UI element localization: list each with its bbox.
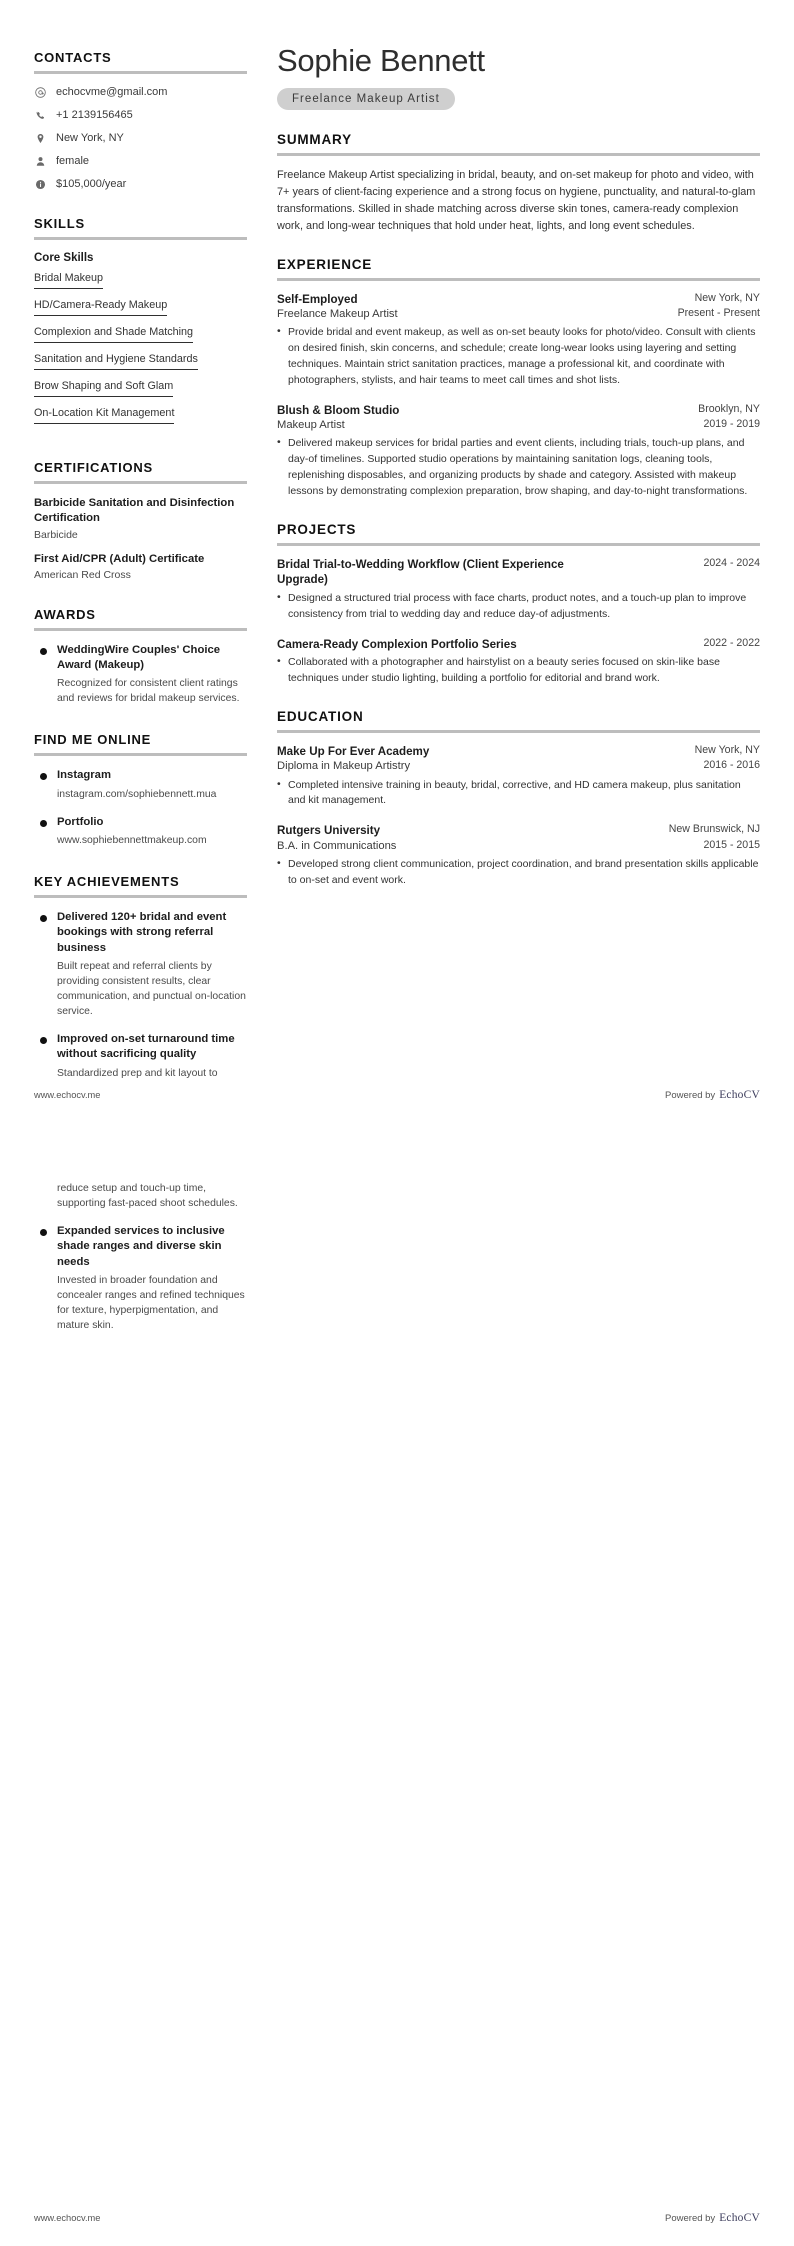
experience-bullet: • Provide bridal and event makeup, as well as on-set beauty looks for photo/video. Consult with clients on desired finish, skin concerns, and schedule; create long-wear looks using layering and setting techniques. Maintain strict sanitation practices, manage a professional kit, and coordinate with photographers, stylists, and hair teams to meet call times and shot lists.	[277, 325, 760, 389]
experience-bullets	[277, 436, 760, 500]
project-name: Bridal Trial-to-Wedding Workflow (Client Experience Upgrade)	[277, 557, 564, 587]
footer-branding	[665, 2212, 760, 2224]
contact-gender[interactable]	[34, 155, 247, 167]
section-divider	[277, 153, 760, 156]
certification-item	[34, 496, 247, 541]
certifications-heading: CERTIFICATIONS	[34, 460, 154, 475]
bullet-dot-icon	[40, 1229, 47, 1236]
education-section	[277, 709, 760, 888]
certification-item	[34, 552, 247, 581]
key-achievements-heading: KEY ACHIEVEMENTS	[34, 874, 180, 890]
contact-location[interactable]	[34, 132, 247, 144]
certifications-section	[34, 460, 247, 581]
achievement-description: Built repeat and referral clients by providing consistent results, clear communication, and punctual on-location service.	[57, 960, 246, 1018]
experience-bullets	[277, 325, 760, 389]
experience-role: Freelance Makeup Artist	[277, 307, 398, 320]
education-location: New York, NY	[694, 744, 760, 757]
contacts-heading: CONTACTS	[34, 50, 112, 65]
achievement-description: Invested in broader foundation and concealer ranges and refined techniques for texture, hyperpigmentation, and mature skin.	[57, 1274, 245, 1332]
skills-list	[34, 272, 247, 434]
achievement-title: Improved on-set turnaround time without sacrificing quality	[57, 1033, 235, 1061]
skill-item: Sanitation and Hygiene Standards	[34, 353, 198, 370]
main-content-continued	[269, 1181, 760, 2246]
summary-heading: SUMMARY	[277, 132, 352, 148]
online-profile-url[interactable]: www.sophiebennettmakeup.com	[57, 834, 207, 846]
experience-entry	[277, 292, 760, 389]
footer-powered-by-label: Powered by	[665, 1090, 716, 1101]
projects-section	[277, 522, 760, 688]
certification-org: Barbicide	[34, 528, 78, 541]
section-divider	[277, 278, 760, 281]
footer-brand-name: EchoCV	[719, 2212, 760, 2224]
project-dates: 2022 - 2022	[703, 636, 760, 649]
education-location: New Brunswick, NJ	[668, 823, 760, 836]
footer-website[interactable]: www.echocv.me	[34, 1090, 101, 1100]
footer-powered-by-label: Powered by	[665, 2213, 716, 2224]
experience-role: Makeup Artist	[277, 418, 345, 431]
achievement-item-continued	[34, 1181, 247, 1211]
section-divider	[34, 753, 247, 756]
awards-heading: AWARDS	[34, 606, 96, 622]
education-bullet: • Developed strong client communication, project coordination, and brand presentation skills applicable to on-set and event work.	[277, 857, 760, 889]
contact-salary[interactable]	[34, 178, 247, 190]
certification-name: First Aid/CPR (Adult) Certificate	[34, 552, 205, 565]
page-footer	[34, 2212, 760, 2224]
education-degree: B.A. in Communications	[277, 839, 397, 852]
project-dates: 2024 - 2024	[703, 556, 760, 569]
find-me-online-heading: FIND ME ONLINE	[34, 732, 152, 748]
online-profile-title: Portfolio	[57, 815, 104, 828]
online-profile-item[interactable]	[34, 815, 247, 848]
section-divider	[34, 71, 247, 74]
experience-location: Brooklyn, NY	[698, 402, 760, 415]
email-icon	[34, 87, 47, 98]
experience-heading: EXPERIENCE	[277, 256, 373, 272]
sidebar-continued	[34, 1181, 269, 2246]
education-bullet: • Completed intensive training in beauty, bridal, corrective, and HD camera makeup, plus sanitation and kit management.	[277, 778, 760, 810]
achievement-description-part2: reduce setup and touch-up time, supporting fast-paced shoot schedules.	[57, 1183, 238, 1210]
online-profile-item[interactable]	[34, 768, 247, 801]
contact-salary-value: $105,000/year	[56, 178, 127, 190]
projects-heading: PROJECTS	[277, 521, 357, 537]
section-divider	[34, 481, 247, 484]
education-dates: 2015 - 2015	[703, 838, 760, 851]
contacts-section	[34, 50, 247, 190]
skills-subheading: Core Skills	[34, 252, 94, 264]
project-bullet: • Designed a structured trial process with face charts, product notes, and a touch-up plan to improve consistency from trial to wedding day and reduce day-of adjustments.	[277, 591, 760, 623]
skill-item: Complexion and Shade Matching	[34, 326, 193, 343]
section-divider	[34, 895, 247, 898]
footer-website[interactable]: www.echocv.me	[34, 2213, 101, 2223]
online-profile-url[interactable]: instagram.com/sophiebennett.mua	[57, 788, 217, 800]
contact-email[interactable]	[34, 86, 247, 98]
project-bullet: • Collaborated with a photographer and hairstylist on a beauty series focused on skin-like base techniques under studio lighting, building a portfolio for editorial and brand work.	[277, 655, 760, 687]
experience-location: New York, NY	[694, 291, 760, 304]
achievement-item	[34, 910, 247, 1019]
key-achievements-continued	[34, 1181, 247, 1333]
skill-item: HD/Camera-Ready Makeup	[34, 299, 167, 316]
location-pin-icon	[34, 133, 47, 144]
education-dates: 2016 - 2016	[703, 759, 760, 772]
education-bullets	[277, 857, 760, 889]
achievement-description-part1: Standardized prep and kit layout to	[57, 1067, 218, 1079]
project-entry	[277, 637, 760, 688]
sidebar	[34, 44, 269, 1123]
experience-company: Blush & Bloom Studio	[277, 403, 400, 417]
education-entry	[277, 744, 760, 809]
project-name: Camera-Ready Complexion Portfolio Series	[277, 637, 517, 651]
experience-company: Self-Employed	[277, 292, 358, 306]
contact-gender-value: female	[56, 155, 90, 167]
footer-branding	[665, 1089, 760, 1101]
section-divider	[34, 237, 247, 240]
achievement-title: Delivered 120+ bridal and event bookings with strong referral business	[57, 911, 227, 954]
project-entry	[277, 557, 760, 623]
award-title: WeddingWire Couples' Choice Award (Makeup)	[57, 643, 221, 671]
certification-name: Barbicide Sanitation and Disinfection Certification	[34, 497, 235, 525]
section-divider	[277, 543, 760, 546]
skill-item: On-Location Kit Management	[34, 407, 174, 424]
bullet-dot-icon	[40, 915, 47, 922]
achievement-item	[34, 1032, 247, 1081]
skills-section	[34, 216, 247, 434]
education-school: Make Up For Ever Academy	[277, 745, 430, 759]
contact-location-value: New York, NY	[56, 132, 124, 144]
experience-entry	[277, 403, 760, 500]
skills-heading: SKILLS	[34, 216, 85, 231]
achievement-item	[34, 1224, 247, 1333]
summary-section	[277, 132, 760, 235]
find-me-online-section	[34, 732, 247, 848]
skill-item: Brow Shaping and Soft Glam	[34, 380, 173, 397]
section-divider	[277, 730, 760, 733]
footer-brand-name: EchoCV	[719, 1089, 760, 1101]
resume-header	[277, 44, 760, 110]
experience-dates: 2019 - 2019	[703, 417, 760, 430]
candidate-name: Sophie Bennett	[277, 43, 485, 78]
skill-item: Bridal Makeup	[34, 272, 103, 289]
resume-page-2	[0, 1123, 794, 2246]
bullet-dot-icon	[40, 1037, 47, 1044]
bullet-dot-icon	[40, 648, 47, 655]
candidate-title-badge: Freelance Makeup Artist	[277, 88, 455, 110]
education-heading: EDUCATION	[277, 709, 364, 725]
info-icon	[34, 179, 47, 190]
education-bullets	[277, 778, 760, 810]
experience-bullet: • Delivered makeup services for bridal parties and event clients, including trials, touch-up plans, and day-of timelines. Supported studio operations by maintaining sanitation logs, cleaning tools, replenishing disposables, and organizing products by shade and category. Assisted with makeup lessons by demonstrating complexion preparation, brow shaping, and day-to-night transformations.	[277, 436, 760, 500]
section-divider	[34, 628, 247, 631]
contact-phone[interactable]	[34, 109, 247, 121]
contact-phone-value: +1 2139156465	[56, 109, 133, 121]
education-school: Rutgers University	[277, 824, 381, 838]
project-bullets	[277, 655, 760, 687]
contact-email-value: echocvme@gmail.com	[56, 86, 168, 98]
bullet-dot-icon	[40, 773, 47, 780]
person-icon	[34, 156, 47, 167]
certification-org: American Red Cross	[34, 568, 131, 581]
main-content	[269, 44, 760, 1123]
education-entry	[277, 823, 760, 888]
awards-section	[34, 607, 247, 707]
education-degree: Diploma in Makeup Artistry	[277, 760, 411, 773]
award-description: Recognized for consistent client ratings and reviews for bridal makeup services.	[57, 678, 240, 705]
online-profile-title: Instagram	[57, 769, 111, 782]
project-bullets	[277, 591, 760, 623]
summary-text: Freelance Makeup Artist specializing in bridal, beauty, and on-set makeup for photo and video, with 7+ years of client-facing experience and a strong focus on hygiene, punctuality, and natural-to-glam transformations. Skilled in shade matching across diverse skin tones, camera-ready complexion work, and long-wear techniques that hold under heat, lights, and long event schedules.	[277, 169, 756, 232]
experience-dates: Present - Present	[677, 306, 760, 319]
key-achievements-section	[34, 874, 247, 1081]
experience-section	[277, 257, 760, 500]
phone-icon	[34, 110, 47, 121]
award-item	[34, 643, 247, 707]
page-footer	[34, 1089, 760, 1101]
achievement-title: Expanded services to inclusive shade ranges and diverse skin needs	[57, 1225, 225, 1268]
bullet-dot-icon	[40, 820, 47, 827]
